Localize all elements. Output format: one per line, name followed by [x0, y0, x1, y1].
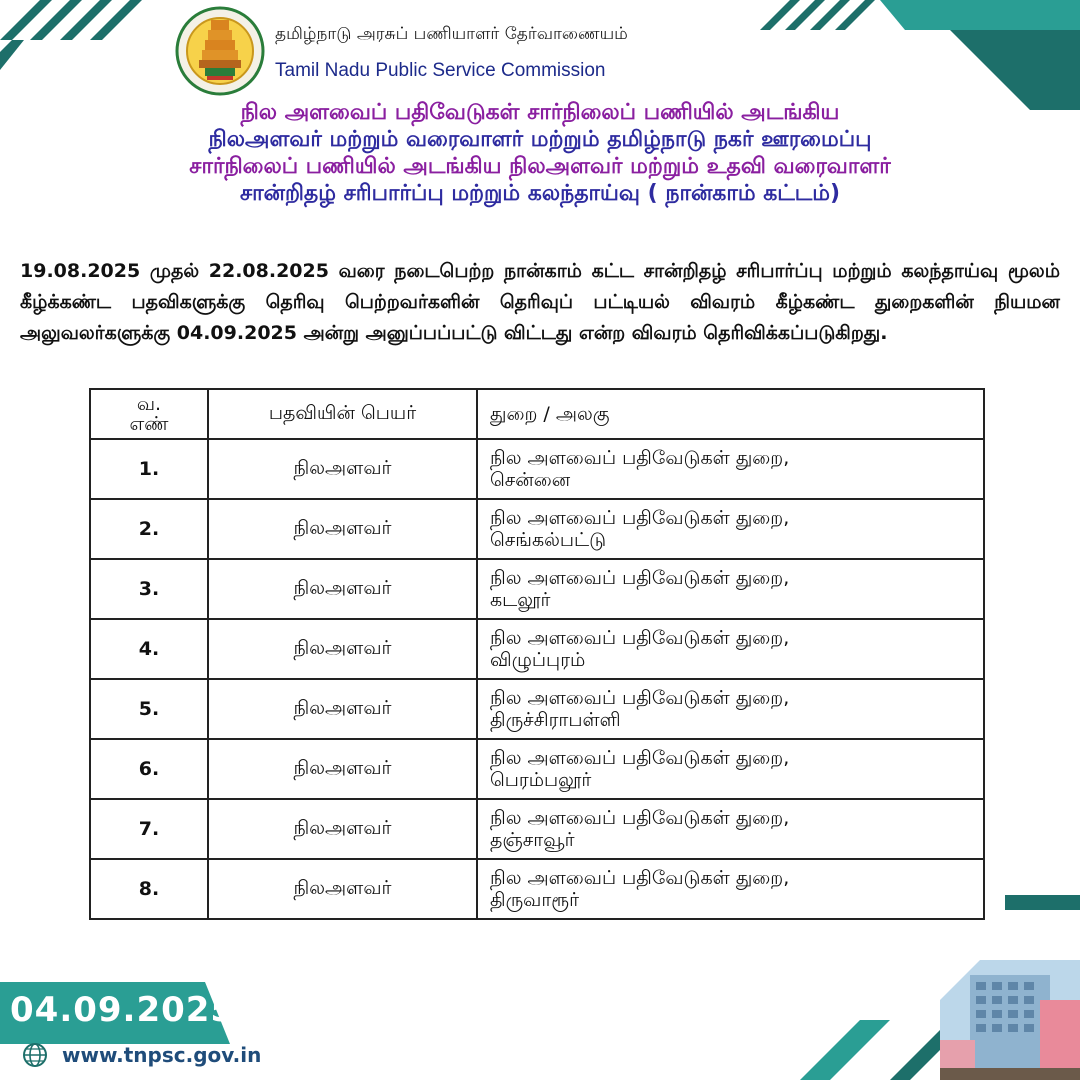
org-name-tamil: தமிழ்நாடு அரசுப் பணியாளர் தேர்வாணையம்	[275, 24, 628, 44]
cell-dept-line2: செங்கல்பட்டு	[490, 529, 607, 551]
table-row	[90, 739, 984, 799]
cell-dept	[477, 439, 984, 499]
notice-paragraph: 19.08.2025 முதல் 22.08.2025 வரை நடைபெற்ற நான்காம் கட்ட சான்றிதழ் சரிபார்ப்பு மற்றும் கலந்தாய்வு மூலம் கீழ்க்கண்ட பதவிகளுக்கு தெரிவு பெற்றவர்களின் தெரிவுப் பட்டியல் விவரம் கீழ்கண்ட துறைகளின் நியமன அலுவலர்களுக்கு 04.09.2025 அன்று அனுப்பப்பட்டு விட்டது என்ற விவரம் தெரிவிக்கப்படுகிறது.	[20, 260, 1060, 344]
cell-dept	[477, 559, 984, 619]
org-name-english: Tamil Nadu Public Service Commission	[275, 60, 606, 81]
header	[175, 6, 695, 96]
cell-post: நிலஅளவர்	[208, 619, 477, 679]
cell-post: நிலஅளவர்	[208, 679, 477, 739]
cell-dept-line2: கடலூர்	[490, 589, 551, 611]
title-line-1: நில அளவைப் பதிவேடுகள் சார்நிலைப் பணியில் அடங்கிய	[240, 100, 840, 125]
cell-post: நிலஅளவர்	[208, 859, 477, 919]
cell-sno: 8.	[90, 859, 208, 919]
top-right-decoration	[740, 0, 1080, 110]
selection-table	[89, 388, 985, 920]
header-sno-line1: வ.	[136, 393, 162, 415]
cell-dept	[477, 499, 984, 559]
notice-date: 04.09.2025	[10, 990, 236, 1030]
cell-dept-line2: சென்னை	[490, 469, 571, 491]
table-row	[90, 439, 984, 499]
cell-dept-line1: நில அளவைப் பதிவேடுகள் துறை,	[490, 807, 790, 829]
website-link[interactable]: www.tnpsc.gov.in	[62, 1043, 262, 1067]
notice-title	[20, 100, 1060, 208]
title-line-2: நிலஅளவர் மற்றும் வரைவாளர் மற்றும் தமிழ்நாடு நகர் ஊரமைப்பு	[208, 127, 872, 152]
cell-sno: 6.	[90, 739, 208, 799]
cell-dept	[477, 679, 984, 739]
cell-sno: 4.	[90, 619, 208, 679]
table-row	[90, 619, 984, 679]
table-row	[90, 499, 984, 559]
cell-dept-line1: நில அளவைப் பதிவேடுகள் துறை,	[490, 507, 790, 529]
cell-dept-line2: திருவாரூர்	[490, 889, 580, 911]
table-row	[90, 799, 984, 859]
cell-sno: 2.	[90, 499, 208, 559]
cell-dept-line1: நில அளவைப் பதிவேடுகள் துறை,	[490, 867, 790, 889]
header-dept: துறை / அலகு	[477, 389, 984, 439]
cell-dept-line2: தஞ்சாவூர்	[490, 829, 575, 851]
cell-sno: 3.	[90, 559, 208, 619]
cell-dept-line2: பெரம்பலூர்	[490, 769, 592, 791]
cell-post: நிலஅளவர்	[208, 499, 477, 559]
cell-sno: 7.	[90, 799, 208, 859]
title-line-4: சான்றிதழ் சரிபார்ப்பு மற்றும் கலந்தாய்வு ( நான்காம் கட்டம்)	[239, 181, 841, 206]
cell-dept-line2: விழுப்புரம்	[490, 649, 586, 671]
table-row	[90, 559, 984, 619]
header-post: பதவியின் பெயர்	[208, 389, 477, 439]
cell-sno: 5.	[90, 679, 208, 739]
header-sno-line2: எண்	[129, 413, 169, 435]
title-line-3: சார்நிலைப் பணியில் அடங்கிய நிலஅளவர் மற்றும் உதவி வரைவாளர்	[189, 154, 891, 179]
table-row	[90, 679, 984, 739]
cell-dept	[477, 799, 984, 859]
cell-dept	[477, 619, 984, 679]
cell-post: நிலஅளவர்	[208, 799, 477, 859]
cell-sno: 1.	[90, 439, 208, 499]
cell-dept-line1: நில அளவைப் பதிவேடுகள் துறை,	[490, 747, 790, 769]
tnpsc-emblem-logo	[175, 6, 265, 96]
table-header-row	[90, 389, 984, 439]
cell-post: நிலஅளவர்	[208, 559, 477, 619]
header-sno	[90, 389, 208, 439]
cell-post: நிலஅளவர்	[208, 439, 477, 499]
cell-dept-line2: திருச்சிராபள்ளி	[490, 709, 621, 731]
cell-post: நிலஅளவர்	[208, 739, 477, 799]
cell-dept	[477, 739, 984, 799]
cell-dept-line1: நில அளவைப் பதிவேடுகள் துறை,	[490, 687, 790, 709]
globe-icon	[22, 1042, 48, 1068]
tnpsc-building-image	[940, 960, 1080, 1080]
cell-dept-line1: நில அளவைப் பதிவேடுகள் துறை,	[490, 447, 790, 469]
cell-dept-line1: நில அளவைப் பதிவேடுகள் துறை,	[490, 627, 790, 649]
cell-dept-line1: நில அளவைப் பதிவேடுகள் துறை,	[490, 567, 790, 589]
top-left-stripes	[0, 0, 160, 70]
